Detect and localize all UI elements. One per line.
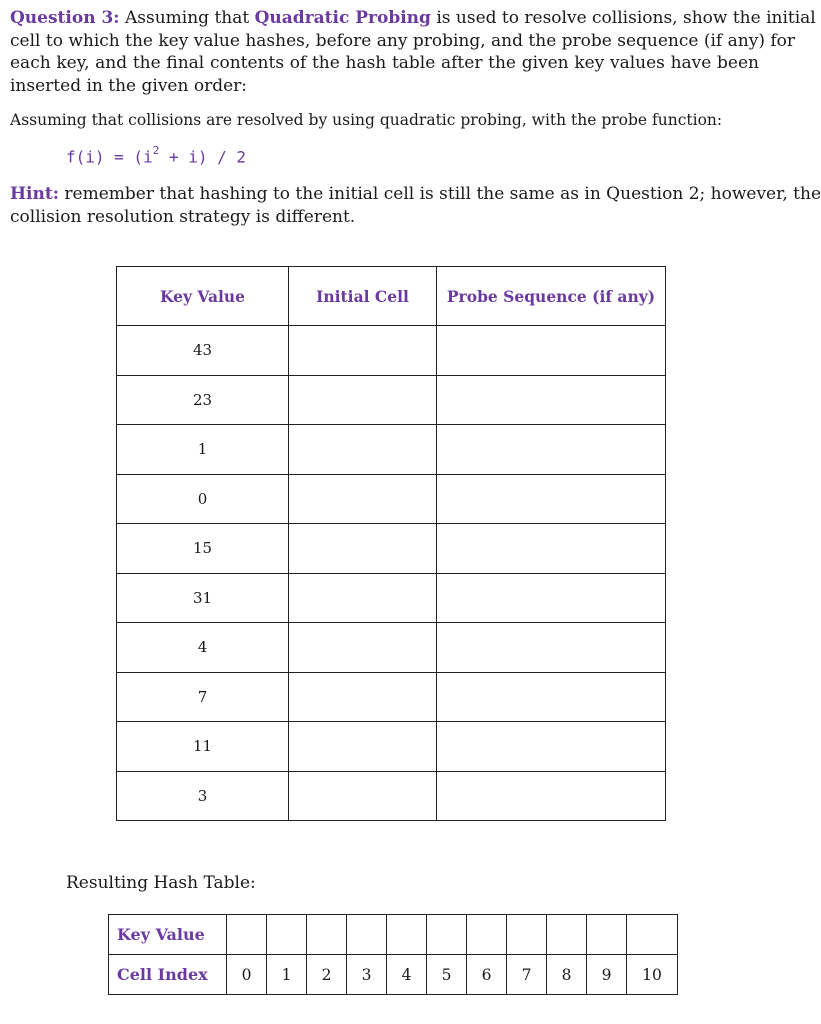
table-row xyxy=(117,722,666,772)
resulting-hash-table xyxy=(108,914,678,995)
table-row xyxy=(117,524,666,574)
initial-cell-blank[interactable] xyxy=(289,722,437,772)
cell-index: 7 xyxy=(507,955,547,995)
probe-sequence-blank[interactable] xyxy=(437,474,666,524)
table-row xyxy=(117,425,666,475)
cell-index: 0 xyxy=(227,955,267,995)
cell-index: 9 xyxy=(587,955,627,995)
cell-index: 4 xyxy=(387,955,427,995)
question-text-1b: is used to resolve collisions, show the initial xyxy=(436,8,816,28)
probe-sequence-blank[interactable] xyxy=(437,326,666,376)
hash-key-cell[interactable] xyxy=(587,915,627,955)
table-row xyxy=(117,375,666,425)
cell-index: 3 xyxy=(347,955,387,995)
probe-sequence-blank[interactable] xyxy=(437,524,666,574)
table-row xyxy=(117,573,666,623)
hint-line-1 xyxy=(10,183,821,206)
header-initial-cell: Initial Cell xyxy=(289,267,437,326)
key-value-cell: 11 xyxy=(117,722,289,772)
quadratic-probing-highlight: Quadratic Probing xyxy=(254,8,431,28)
hint-label: Hint: xyxy=(10,184,60,204)
assumption-text: Assuming that collisions are resolved by using quadratic probing, with the probe function: xyxy=(10,111,723,129)
question-line-1 xyxy=(10,7,816,30)
probe-sequence-table xyxy=(116,266,666,821)
hash-key-row xyxy=(109,915,678,955)
initial-cell-blank[interactable] xyxy=(289,771,437,821)
cell-index: 8 xyxy=(547,955,587,995)
cell-index: 1 xyxy=(267,955,307,995)
table-row xyxy=(117,672,666,722)
hint-paragraph xyxy=(10,183,821,229)
key-value-cell: 23 xyxy=(117,375,289,425)
table-row xyxy=(117,474,666,524)
key-value-cell: 43 xyxy=(117,326,289,376)
probe-sequence-blank[interactable] xyxy=(437,425,666,475)
header-probe-sequence: Probe Sequence (if any) xyxy=(437,267,666,326)
hash-key-cell[interactable] xyxy=(467,915,507,955)
table-row xyxy=(117,771,666,821)
hash-key-cell[interactable] xyxy=(347,915,387,955)
formula-left: f(i) = (i xyxy=(66,147,153,167)
question-paragraph xyxy=(10,7,816,97)
formula-right: + i) / 2 xyxy=(159,147,247,167)
key-value-cell: 1 xyxy=(117,425,289,475)
probe-sequence-blank[interactable] xyxy=(437,722,666,772)
hash-key-cell[interactable] xyxy=(307,915,347,955)
table-row xyxy=(117,326,666,376)
key-value-cell: 15 xyxy=(117,524,289,574)
cell-index: 2 xyxy=(307,955,347,995)
question-label: Question 3: xyxy=(10,8,120,28)
resulting-hash-table-label: Resulting Hash Table: xyxy=(66,873,256,893)
key-value-cell: 31 xyxy=(117,573,289,623)
hint-text-1: remember that hashing to the initial cell is still the same as in Question 2; however, the xyxy=(64,184,821,204)
question-text-1a: Assuming that xyxy=(125,8,250,28)
initial-cell-blank[interactable] xyxy=(289,375,437,425)
probe-sequence-blank[interactable] xyxy=(437,672,666,722)
question-line-2: cell to which the key value hashes, before any probing, and the probe sequence (if any) for xyxy=(10,30,796,51)
hash-key-cell[interactable] xyxy=(427,915,467,955)
probe-table-header-row xyxy=(117,267,666,326)
hint-line-2: collision resolution strategy is different. xyxy=(10,207,356,227)
formula-exponent: 2 xyxy=(152,144,160,157)
question-line-3: each key, and the final contents of the hash table after the given key values have been xyxy=(10,53,759,73)
initial-cell-blank[interactable] xyxy=(289,623,437,673)
initial-cell-blank[interactable] xyxy=(289,524,437,574)
initial-cell-blank[interactable] xyxy=(289,326,437,376)
initial-cell-blank[interactable] xyxy=(289,474,437,524)
probe-sequence-blank[interactable] xyxy=(437,573,666,623)
probe-function-formula xyxy=(66,146,246,166)
header-key-value: Key Value xyxy=(117,267,289,326)
key-value-row-label: Key Value xyxy=(109,915,227,955)
hash-key-cell[interactable] xyxy=(627,915,678,955)
hash-key-cell[interactable] xyxy=(387,915,427,955)
question-line-4: inserted in the given order: xyxy=(10,75,248,96)
key-value-cell: 4 xyxy=(117,623,289,673)
hash-key-cell[interactable] xyxy=(267,915,307,955)
probe-sequence-blank[interactable] xyxy=(437,375,666,425)
cell-index: 5 xyxy=(427,955,467,995)
hash-key-cell[interactable] xyxy=(547,915,587,955)
cell-index: 6 xyxy=(467,955,507,995)
initial-cell-blank[interactable] xyxy=(289,425,437,475)
key-value-cell: 7 xyxy=(117,672,289,722)
hash-index-row xyxy=(109,955,678,995)
key-value-cell: 0 xyxy=(117,474,289,524)
table-row xyxy=(117,623,666,673)
initial-cell-blank[interactable] xyxy=(289,672,437,722)
cell-index: 10 xyxy=(627,955,678,995)
hash-key-cell[interactable] xyxy=(227,915,267,955)
key-value-cell: 3 xyxy=(117,771,289,821)
probe-sequence-blank[interactable] xyxy=(437,771,666,821)
probe-sequence-blank[interactable] xyxy=(437,623,666,673)
initial-cell-blank[interactable] xyxy=(289,573,437,623)
cell-index-row-label: Cell Index xyxy=(109,955,227,995)
hash-key-cell[interactable] xyxy=(507,915,547,955)
